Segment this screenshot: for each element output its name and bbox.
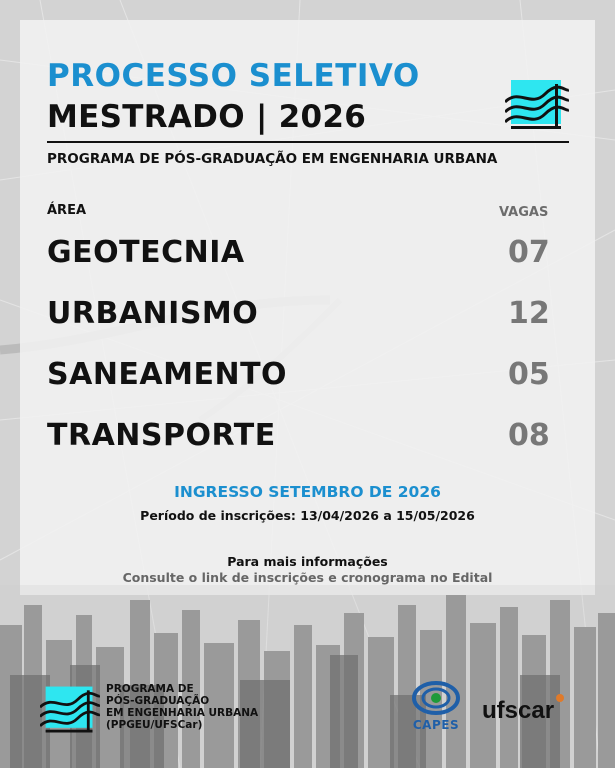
- footer-program-name: [106, 683, 258, 731]
- capes-label: CAPES: [412, 718, 460, 732]
- title-processo-seletivo: PROCESSO SELETIVO: [47, 58, 420, 94]
- info-heading: Para mais informações: [227, 554, 388, 569]
- column-header-area: ÁREA: [47, 203, 87, 218]
- area-row-name: GEOTECNIA: [47, 235, 245, 270]
- registration-period: Período de inscrições: 13/04/2026 a 15/05/2026: [140, 508, 475, 523]
- footer-program-line: PÓS-GRADUAÇÃO: [106, 695, 210, 707]
- area-row-vagas: 12: [508, 296, 550, 331]
- area-row-vagas: 08: [508, 418, 550, 453]
- info-detail: Consulte o link de inscrições e cronograma no Edital: [122, 570, 493, 585]
- ufscar-logo-text: ufscar: [482, 697, 555, 724]
- ppgeu-logo: [40, 684, 100, 736]
- footer-program-line: EM ENGENHARIA URBANA: [106, 707, 259, 719]
- city-skyline: [0, 585, 615, 768]
- area-row-vagas: 05: [508, 357, 550, 392]
- footer-program-line: (PPGEU/UFSCar): [106, 719, 203, 731]
- program-name: PROGRAMA DE PÓS-GRADUAÇÃO EM ENGENHARIA URBANA: [47, 151, 498, 167]
- area-row-name: SANEAMENTO: [47, 357, 288, 392]
- title-mestrado: MESTRADO | 2026: [47, 99, 367, 135]
- ingresso-date: INGRESSO SETEMBRO DE 2026: [174, 483, 441, 501]
- area-row-name: URBANISMO: [47, 296, 259, 331]
- footer-program-line: PROGRAMA DE: [106, 683, 194, 695]
- column-header-vagas: VAGAS: [499, 205, 549, 220]
- ufscar-logo: [480, 688, 572, 728]
- area-row-name: TRANSPORTE: [47, 418, 276, 453]
- title-divider: [47, 141, 569, 143]
- area-row-vagas: 07: [508, 235, 550, 270]
- ppgeu-logo: [505, 78, 569, 132]
